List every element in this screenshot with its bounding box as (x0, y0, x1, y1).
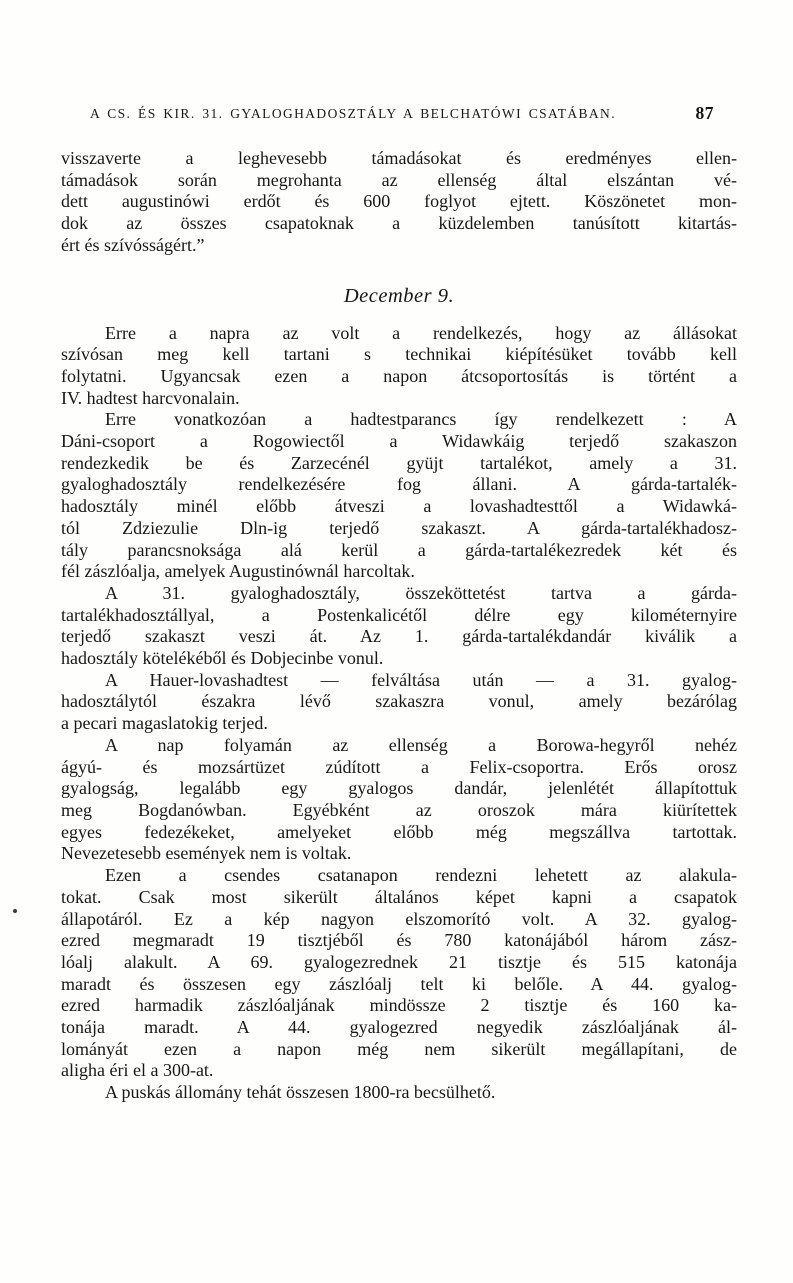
text-line: dett augustinówi erdőt és 600 foglyot ejtett. Köszönetet mon- (61, 191, 737, 212)
text-line: hadosztály minél előbb átveszi a lovashadtesttől a Widawká- (61, 496, 737, 517)
text-line: IV. hadtest harcvonalain. (61, 387, 240, 408)
ink-speck (13, 909, 17, 913)
text-line: tonája maradt. A 44. gyalogezred negyedik zászlóaljának ál- (61, 1017, 737, 1038)
text-line: gyalogság, legalább egy gyalogos dandár, jelenlétét állapítottuk (61, 778, 737, 799)
text-line: ezred megmaradt 19 tisztjéből és 780 katonájából három zász- (61, 930, 737, 951)
text-line: gyaloghadosztály rendelkezésére fog állani. A gárda-tartalék- (61, 474, 737, 495)
text-line: tól Zdziezulie Dln-ig terjedő szakaszt. A gárda-tartalékhadosz- (61, 517, 737, 538)
text-line: hadosztálytól északra lévő szakaszra vonul, amely bezárólag (61, 691, 737, 712)
text-line: Nevezetesebb események nem is voltak. (61, 843, 352, 864)
text-line: szívósan meg kell tartani s technikai kiépítésüket tovább kell (61, 344, 737, 365)
text-line: folytatni. Ugyancsak ezen a napon átcsoportosítás is történt a (61, 365, 737, 386)
text-line: meg Bogdanówban. Egyébként az oroszok mára kiürítettek (61, 799, 737, 820)
text-line: A 31. gyaloghadosztály, összeköttetést tartva a gárda- (105, 582, 737, 603)
text-line: rendezkedik be és Zarzecénél gyüjt tartalékot, amely a 31. (61, 452, 737, 473)
text-line: állapotáról. Ez a kép nagyon elszomorító volt. A 32. gyalog- (61, 908, 737, 929)
text-line: aligha éri el a 300-at. (61, 1060, 214, 1081)
text-line: lományát ezen a napon még nem sikerült megállapítani, de (61, 1038, 737, 1059)
text-line: tartalékhadosztállyal, a Postenkalicétől délre egy kilométernyire (61, 604, 737, 625)
text-line: Dáni-csoport a Rogowiectől a Widawkáig terjedő szakaszon (61, 431, 737, 452)
text-block (61, 148, 737, 1104)
text-line: egyes fedezékeket, amelyeket előbb még megszállva tartottak. (61, 821, 737, 842)
text-line: A Hauer-lovashadtest — felváltása után — a 31. gyalog- (105, 669, 737, 690)
date-heading: December 9. (343, 284, 455, 307)
text-line: ért és szívósságért.” (61, 234, 205, 255)
text-line: lóalj alakult. A 69. gyalogezrednek 21 tisztje és 515 katonája (61, 951, 737, 972)
text-line: A nap folyamán az ellenség a Borowa-hegyről nehéz (105, 734, 737, 755)
text-line: visszaverte a leghevesebb támadásokat és eredményes ellen- (61, 148, 737, 168)
text-line: tály parancsnoksága alá kerül a gárda-tartalékezredek két és (61, 539, 737, 560)
text-line: Erre vonatkozóan a hadtestparancs így rendelkezett : A (105, 409, 737, 430)
text-line: ezred harmadik zászlóaljának mindössze 2 tisztje és 160 ka- (61, 995, 737, 1016)
text-line: terjedő szakaszt veszi át. Az 1. gárda-tartalékdandár kiválik a (61, 626, 737, 647)
text-line: ágyú- és mozsártüzet zúdított a Felix-csoportra. Erős orosz (61, 756, 737, 777)
text-line: dok az összes csapatoknak a küzdelemben tanúsított kitartás- (61, 213, 737, 234)
running-header (61, 103, 737, 128)
text-line: tokat. Csak most sikerült általános képet kapni a csapatok (61, 886, 737, 907)
text-line: Erre a napra az volt a rendelkezés, hogy az állásokat (105, 322, 737, 343)
text-line: hadosztály kötelékéből és Dobjecinbe vonul. (61, 648, 384, 669)
text-line: támadások során megrohanta az ellenség által elszántan vé- (61, 169, 737, 190)
running-header-title: A CS. ÉS KIR. 31. GYALOGHADOSZTÁLY A BELCHATÓWI CSATÁBAN. (90, 106, 616, 121)
page-number: 87 (695, 103, 714, 123)
text-line: a pecari magaslatokig terjed. (61, 713, 268, 734)
text-line: A puskás állomány tehát összesen 1800-ra becsülhető. (105, 1082, 496, 1103)
text-line: fél zászlóalja, amelyek Augustinównál harcoltak. (61, 561, 415, 582)
text-line: Ezen a csendes csatanapon rendezni lehetett az alakula- (105, 865, 737, 886)
text-line: maradt és összesen egy zászlóalj telt ki belőle. A 44. gyalog- (61, 973, 737, 994)
